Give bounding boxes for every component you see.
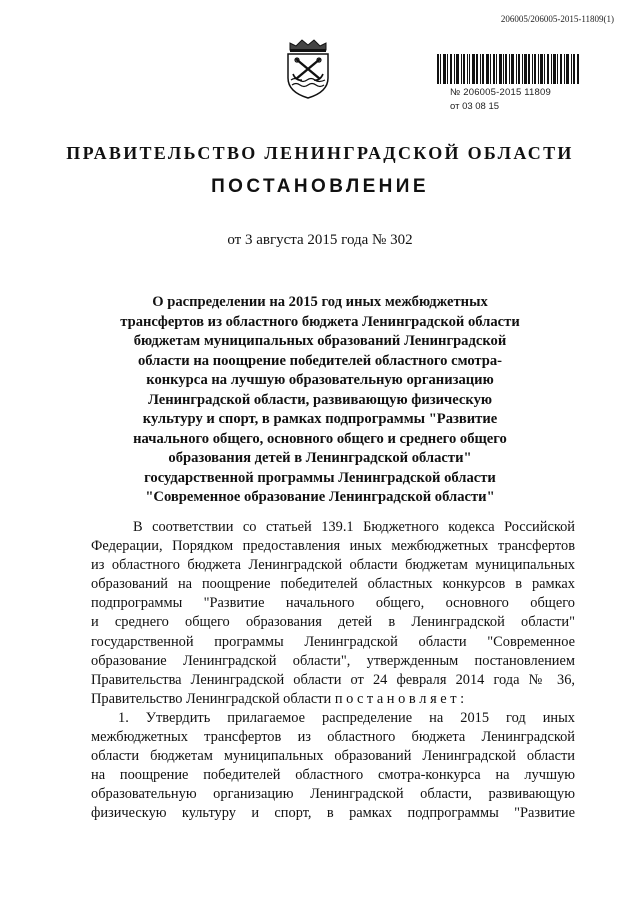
- title-line: образования детей в Ленинградской области": [168, 450, 472, 466]
- document-date-number: от 3 августа 2015 года № 302: [227, 232, 413, 248]
- body-line: подпрограммы "Развитие начального общего, основного общего: [91, 595, 575, 612]
- body-line: физическую культуру и спорт, в рамках подпрограммы "Развитие: [91, 805, 575, 822]
- title-line: культуру и спорт, в рамках подпрограммы "Развитие: [142, 411, 498, 427]
- authority-heading: ПРАВИТЕЛЬСТВО ЛЕНИНГРАДСКОЙ ОБЛАСТИ: [66, 143, 574, 163]
- body-line: на поощрение победителей областного смотра-конкурса на лучшую: [91, 767, 575, 784]
- body-line: образовательную организацию Ленинградской области, развивающую: [91, 786, 575, 803]
- document-type-heading: ПОСТАНОВЛЕНИЕ: [211, 176, 429, 197]
- body-line: образований на поощрение победителей областных конкурсов в рамках: [91, 576, 575, 593]
- title-line: начального общего, основного общего и среднего общего: [133, 430, 507, 447]
- coat-of-arms-icon: [282, 36, 334, 100]
- document-title: [110, 293, 530, 508]
- title-line: государственной программы Ленинградской области: [144, 469, 496, 486]
- title-line: конкурса на лучшую образовательную организацию: [146, 372, 494, 388]
- document-reference: 206005/206005-2015-11809(1): [500, 14, 614, 24]
- title-line: Ленинградской области, развивающую физическую: [147, 391, 493, 408]
- title-line: трансфертов из областного бюджета Ленинградской области: [120, 313, 520, 330]
- body-line: образование Ленинградской области", утвержденным постановлением: [91, 652, 575, 669]
- title-line: области на поощрение победителей областного смотра-: [137, 352, 503, 369]
- title-line: О распределении на 2015 год иных межбюджетных: [152, 294, 488, 310]
- title-line: "Современное образование Ленинградской области": [145, 489, 495, 505]
- barcode-icon: [437, 54, 579, 84]
- registration-number: № 206005-2015 11809: [450, 87, 551, 98]
- body-line: межбюджетных трансфертов из областного бюджета Ленинградской: [91, 729, 575, 746]
- body-line: Федерации, Порядком предоставления иных межбюджетных трансфертов: [91, 538, 575, 555]
- body-line: 1. Утвердить прилагаемое распределение на 2015 год иных: [118, 709, 575, 726]
- body-line: Правительства Ленинградской области от 24 февраля 2014 года № 36,: [91, 671, 575, 688]
- body-line: Правительство Ленинградской области п о с т а н о в л я е т :: [91, 690, 465, 707]
- registration-date: от 03 08 15: [450, 101, 500, 112]
- body-line: В соответствии со статьей 139.1 Бюджетного кодекса Российской: [133, 519, 575, 535]
- document-body: [91, 518, 575, 824]
- body-line: области бюджетам муниципальных образований Ленинградской области: [91, 748, 575, 765]
- body-line: из областного бюджета Ленинградской области бюджетам муниципальных: [91, 557, 575, 574]
- body-line: государственной программы Ленинградской области "Современное: [91, 633, 575, 650]
- title-line: бюджетам муниципальных образований Ленинградской: [133, 333, 507, 349]
- body-line: и среднего общего образования детей в Ленинградской области": [91, 614, 575, 631]
